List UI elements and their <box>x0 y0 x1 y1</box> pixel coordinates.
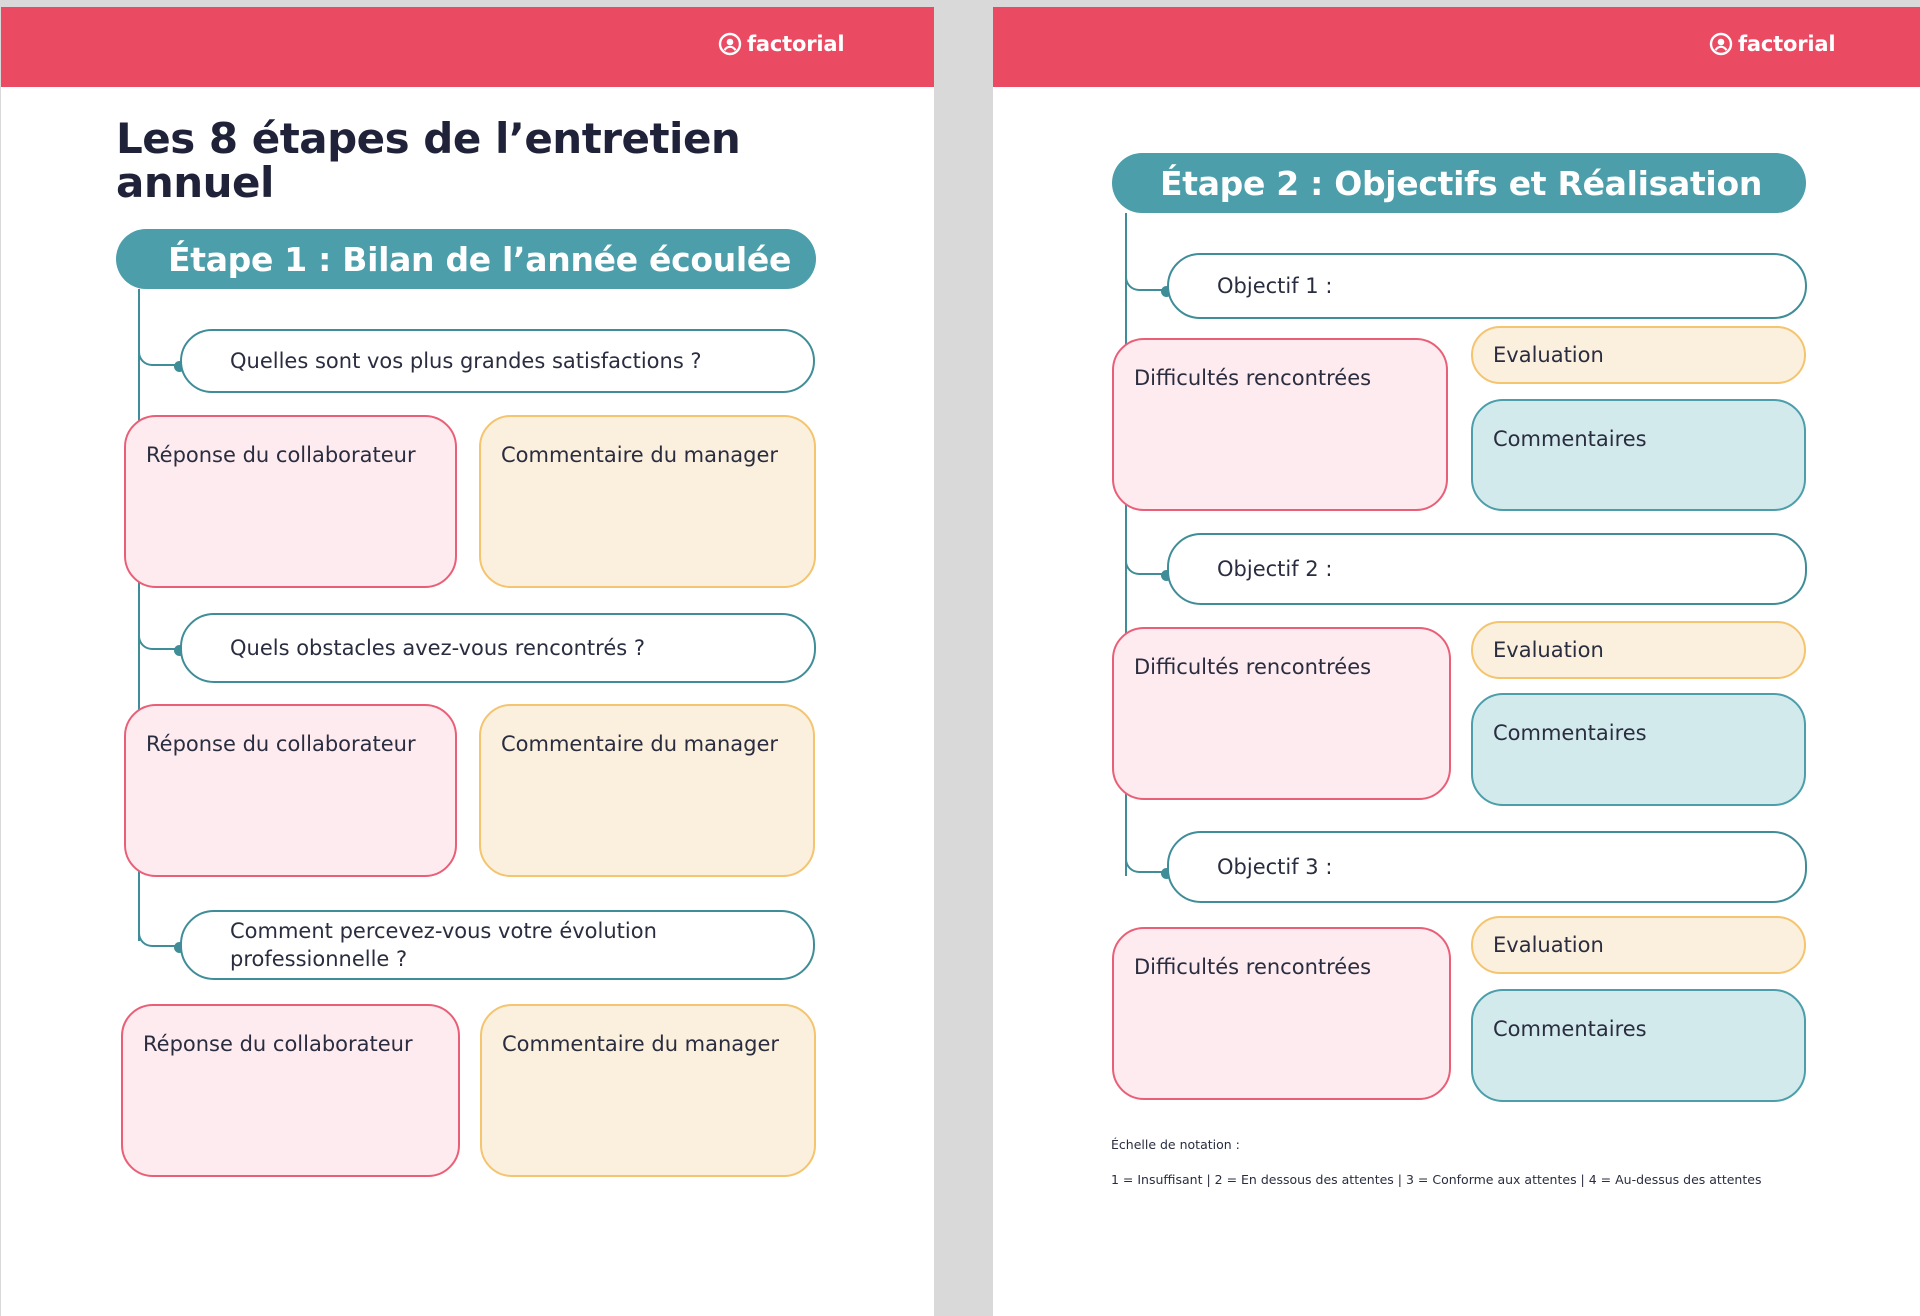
employee-answer-box-3[interactable] <box>121 1004 460 1177</box>
manager-comment-box-1[interactable] <box>479 415 816 588</box>
comments-box-1[interactable] <box>1471 399 1806 511</box>
brand-name: factorial <box>747 32 845 56</box>
branch-connector <box>138 340 180 366</box>
branch-connector <box>138 624 180 650</box>
objective-2-field[interactable] <box>1167 533 1807 605</box>
comments-box-2[interactable] <box>1471 693 1806 806</box>
step-1-header: Étape 1 : Bilan de l’année écoulée <box>116 229 816 289</box>
factorial-logo-icon <box>718 32 742 56</box>
difficulties-label: Difficultés rencontrées <box>1134 366 1372 390</box>
employee-answer-box-2[interactable] <box>124 704 457 877</box>
evaluation-label: Evaluation <box>1493 343 1604 367</box>
difficulties-label: Difficultés rencontrées <box>1134 955 1372 979</box>
objective-3-field[interactable] <box>1167 831 1807 903</box>
branch-connector <box>1125 549 1167 575</box>
manager-comment-label: Commentaire du manager <box>501 732 779 756</box>
question-1-text: Quelles sont vos plus grandes satisfactions ? <box>230 349 702 373</box>
brand-name: factorial <box>1738 32 1836 56</box>
difficulties-box-1[interactable] <box>1112 338 1448 511</box>
question-2-field[interactable] <box>180 613 816 683</box>
difficulties-label: Difficultés rencontrées <box>1134 655 1372 679</box>
evaluation-field-2[interactable] <box>1471 621 1806 679</box>
brand-logo <box>718 32 844 56</box>
employee-answer-label: Réponse du collaborateur <box>146 732 416 756</box>
document-title: Les 8 étapes de l’entretien annuel <box>116 114 741 207</box>
manager-comment-label: Commentaire du manager <box>501 443 779 467</box>
comments-label: Commentaires <box>1493 721 1647 745</box>
brand-logo <box>1709 32 1835 56</box>
manager-comment-box-3[interactable] <box>480 1004 816 1177</box>
page-right <box>993 7 1920 1316</box>
evaluation-label: Evaluation <box>1493 638 1604 662</box>
comments-label: Commentaires <box>1493 1017 1647 1041</box>
employee-answer-label: Réponse du collaborateur <box>146 443 416 467</box>
branch-connector <box>138 921 180 947</box>
branch-connector <box>1125 265 1167 291</box>
objective-3-label: Objectif 3 : <box>1217 855 1333 879</box>
evaluation-field-1[interactable] <box>1471 326 1806 384</box>
comments-box-3[interactable] <box>1471 989 1806 1102</box>
employee-answer-box-1[interactable] <box>124 415 457 588</box>
evaluation-field-3[interactable] <box>1471 916 1806 974</box>
question-2-text: Quels obstacles avez-vous rencontrés ? <box>230 636 645 660</box>
question-3-text: Comment percevez-vous votre évolution professionnelle ? <box>230 919 657 971</box>
manager-comment-box-2[interactable] <box>479 704 815 877</box>
objective-2-label: Objectif 2 : <box>1217 557 1333 581</box>
rating-scale-title: Échelle de notation : <box>1111 1137 1240 1152</box>
branch-connector <box>1125 847 1167 873</box>
question-3-field[interactable] <box>180 910 815 980</box>
employee-answer-label: Réponse du collaborateur <box>143 1032 413 1056</box>
page-header-bar <box>1 7 934 87</box>
comments-label: Commentaires <box>1493 427 1647 451</box>
question-1-field[interactable] <box>180 329 815 393</box>
page-header-bar <box>993 7 1920 87</box>
objective-1-label: Objectif 1 : <box>1217 274 1333 298</box>
difficulties-box-3[interactable] <box>1112 927 1451 1100</box>
rating-scale-legend: 1 = Insuffisant | 2 = En dessous des attentes | 3 = Conforme aux attentes | 4 = Au-dessus des attentes <box>1111 1172 1762 1187</box>
factorial-logo-icon <box>1709 32 1733 56</box>
step-2-header: Étape 2 : Objectifs et Réalisation <box>1112 153 1806 213</box>
difficulties-box-2[interactable] <box>1112 627 1451 800</box>
manager-comment-label: Commentaire du manager <box>502 1032 780 1056</box>
evaluation-label: Evaluation <box>1493 933 1604 957</box>
objective-1-field[interactable] <box>1167 253 1807 319</box>
page-left <box>1 7 934 1316</box>
